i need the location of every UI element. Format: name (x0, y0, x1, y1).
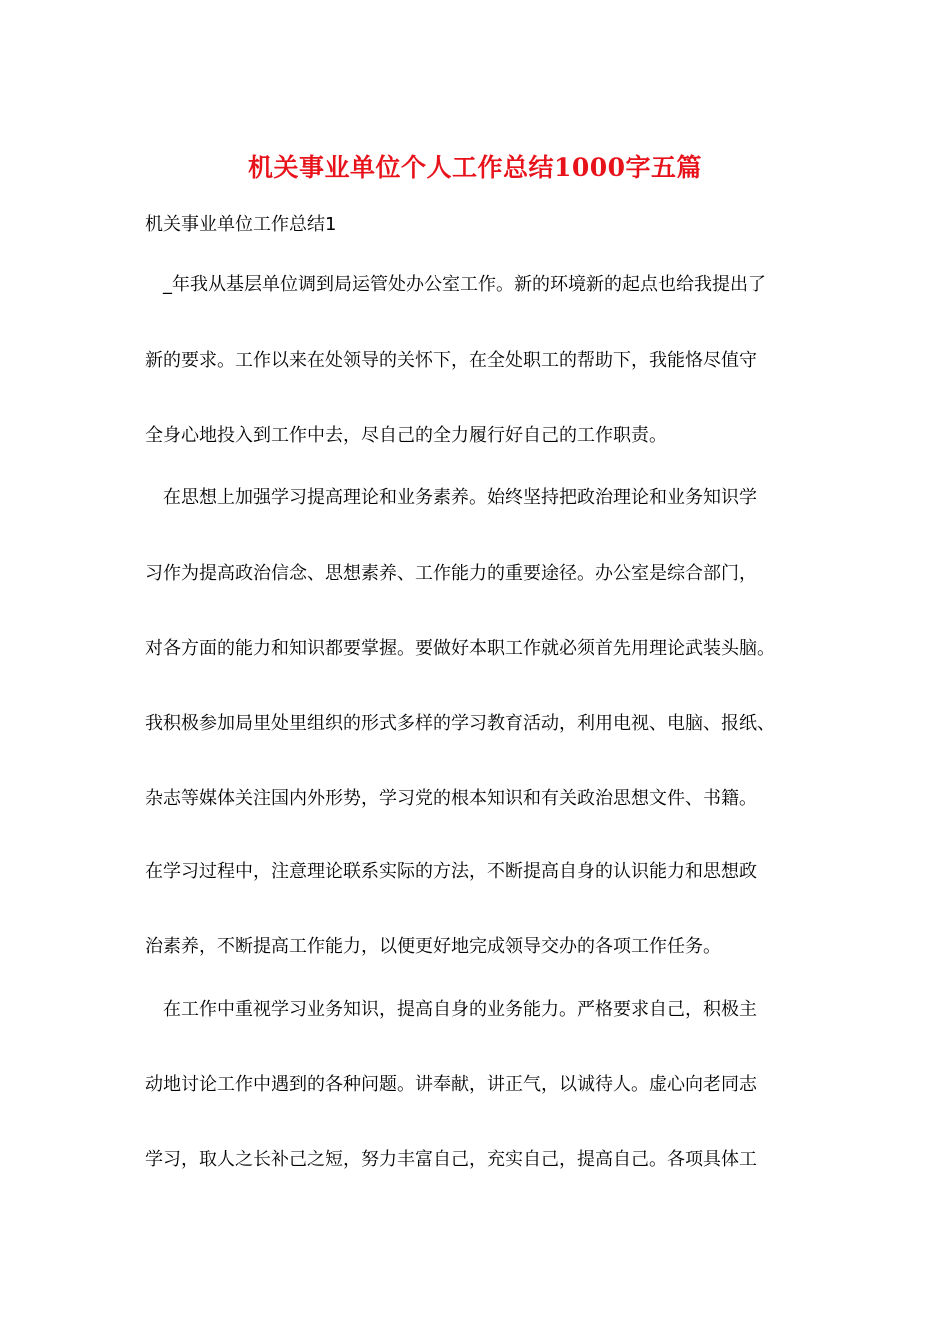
document-title: 机关事业单位个人工作总结1000字五篇 (247, 153, 703, 182)
paragraph-line: 在学习过程中，注意理论联系实际的方法，不断提高自身的认识能力和思想政 (145, 861, 757, 882)
paragraph-line: 治素养，不断提高工作能力，以便更好地完成领导交办的各项工作任务。 (145, 936, 721, 957)
paragraph-line: 动地讨论工作中遇到的各种问题。讲奉献，讲正气，以诚待人。虚心向老同志 (145, 1074, 757, 1095)
section-subtitle: 机关事业单位工作总结1 (145, 214, 337, 235)
paragraph-line: 在思想上加强学习提高理论和业务素养。始终坚持把政治理论和业务知识学 (163, 487, 757, 508)
paragraph-line: 习作为提高政治信念、思想素养、工作能力的重要途径。办公室是综合部门， (145, 563, 757, 584)
paragraph-line: 对各方面的能力和知识都要掌握。要做好本职工作就必须首先用理论武装头脑。 (145, 638, 775, 659)
paragraph-line: 全身心地投入到工作中去，尽自己的全力履行好自己的工作职责。 (145, 425, 667, 446)
paragraph-line: 新的要求。工作以来在处领导的关怀下，在全处职工的帮助下，我能恪尽值守 (145, 350, 757, 371)
paragraph-line: 学习，取人之长补己之短，努力丰富自己，充实自己，提高自己。各项具体工 (145, 1149, 757, 1170)
paragraph-line: 在工作中重视学习业务知识，提高自身的业务能力。严格要求自己，积极主 (163, 999, 757, 1020)
paragraph-line: 杂志等媒体关注国内外形势，学习党的根本知识和有关政治思想文件、书籍。 (145, 788, 757, 809)
paragraph-line: _年我从基层单位调到局运管处办公室工作。新的环境新的起点也给我提出了 (163, 274, 766, 295)
paragraph-line: 我积极参加局里处里组织的形式多样的学习教育活动，利用电视、电脑、报纸、 (145, 713, 775, 734)
